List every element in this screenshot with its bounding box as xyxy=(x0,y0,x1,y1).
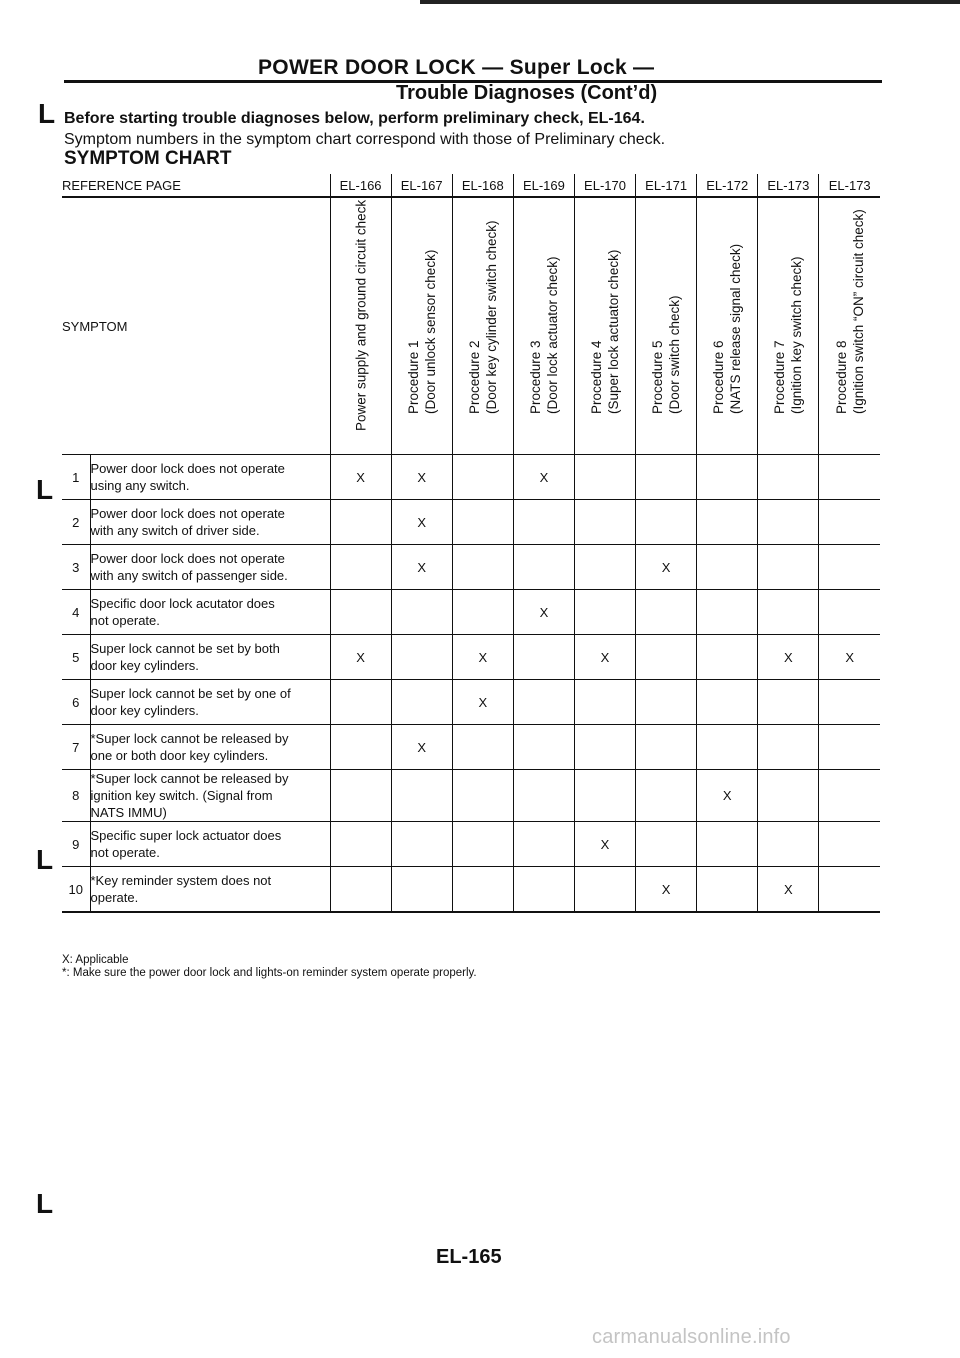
applicability-cell xyxy=(758,500,819,545)
applicability-cell: X xyxy=(330,635,391,680)
symptom-number: 5 xyxy=(62,635,90,680)
applicability-cell xyxy=(391,680,452,725)
applicability-cell: X xyxy=(636,867,697,913)
applicability-cell: X xyxy=(758,635,819,680)
applicability-cell xyxy=(697,590,758,635)
symptom-description-line: *Super lock cannot be released by xyxy=(90,771,289,786)
page-subtitle: Trouble Diagnoses (Cont’d) xyxy=(396,82,658,104)
applicability-cell xyxy=(636,770,697,822)
footnote-applicable: X: Applicable xyxy=(62,954,129,966)
page-title: POWER DOOR LOCK — Super Lock — xyxy=(258,56,655,79)
procedure-label-line: Procedure 6 xyxy=(711,340,727,414)
procedure-header-2 xyxy=(391,197,452,455)
applicability-cell xyxy=(636,680,697,725)
applicability-cell xyxy=(819,680,880,725)
applicability-cell xyxy=(452,545,513,590)
applicability-cell: X xyxy=(452,635,513,680)
symptom-description-line: Specific super lock actuator does xyxy=(90,828,282,843)
applicability-cell xyxy=(697,867,758,913)
symptom-description-line: using any switch. xyxy=(90,478,190,493)
applicability-cell: X xyxy=(819,635,880,680)
applicability-cell xyxy=(574,590,635,635)
applicability-cell: X xyxy=(758,867,819,913)
applicability-cell: X xyxy=(574,822,635,867)
symptom-number: 2 xyxy=(62,500,90,545)
applicability-cell: X xyxy=(574,635,635,680)
procedure-label xyxy=(771,256,805,414)
procedure-header-7 xyxy=(697,197,758,455)
applicability-cell: X xyxy=(452,680,513,725)
applicability-cell xyxy=(452,867,513,913)
applicability-cell: X xyxy=(697,770,758,822)
applicability-cell: X xyxy=(391,545,452,590)
applicability-cell xyxy=(697,680,758,725)
procedure-label xyxy=(352,200,369,431)
symptom-description-line: *Key reminder system does not xyxy=(90,873,272,888)
reference-page-label: REFERENCE PAGE xyxy=(62,174,330,197)
applicability-cell xyxy=(697,500,758,545)
applicability-cell xyxy=(513,500,574,545)
revision-mark: L xyxy=(36,474,54,505)
procedure-label-line: (Ignition key switch check) xyxy=(789,256,805,414)
symptom-description-line: Super lock cannot be set by one of xyxy=(90,686,291,701)
applicability-cell xyxy=(819,770,880,822)
intro-instruction: Before starting trouble diagnoses below, perform preliminary check, EL-164. xyxy=(64,110,645,127)
symptom-description xyxy=(90,770,330,822)
symptom-number: 3 xyxy=(62,545,90,590)
procedure-label-line: Procedure 3 xyxy=(527,340,543,414)
applicability-cell xyxy=(330,822,391,867)
applicability-cell xyxy=(330,770,391,822)
reference-page-1: EL-166 xyxy=(330,174,391,197)
symptom-description-line: Power door lock does not operate xyxy=(90,506,285,521)
table-row xyxy=(62,680,880,725)
applicability-cell xyxy=(452,590,513,635)
applicability-cell xyxy=(636,635,697,680)
procedure-label xyxy=(649,295,683,414)
procedure-header-8 xyxy=(758,197,819,455)
symptom-description xyxy=(90,545,330,590)
applicability-cell xyxy=(330,867,391,913)
applicability-cell xyxy=(574,500,635,545)
symptom-description xyxy=(90,455,330,500)
reference-page-4: EL-169 xyxy=(513,174,574,197)
reference-page-2: EL-167 xyxy=(391,174,452,197)
applicability-cell xyxy=(513,635,574,680)
applicability-cell xyxy=(391,590,452,635)
applicability-cell xyxy=(330,680,391,725)
applicability-cell xyxy=(758,680,819,725)
symptom-description-line: not operate. xyxy=(90,845,160,860)
watermark: carmanualsonline.info xyxy=(592,1326,791,1348)
applicability-cell xyxy=(330,590,391,635)
applicability-cell xyxy=(819,500,880,545)
applicability-cell xyxy=(574,455,635,500)
top-edge-bar xyxy=(420,0,960,4)
table-row xyxy=(62,770,880,822)
table-row xyxy=(62,500,880,545)
procedure-label xyxy=(466,220,500,414)
applicability-cell xyxy=(513,725,574,770)
applicability-cell xyxy=(391,822,452,867)
applicability-cell: X xyxy=(636,545,697,590)
symptom-description-line: *Super lock cannot be released by xyxy=(90,731,289,746)
applicability-cell xyxy=(819,822,880,867)
procedure-label xyxy=(588,250,622,414)
reference-page-3: EL-168 xyxy=(452,174,513,197)
applicability-cell xyxy=(391,770,452,822)
symptom-number: 10 xyxy=(62,867,90,913)
procedure-header-3 xyxy=(452,197,513,455)
table-row xyxy=(62,590,880,635)
symptom-description-line: NATS IMMU) xyxy=(90,805,167,820)
symptom-description-line: Super lock cannot be set by both xyxy=(90,641,280,656)
symptom-description xyxy=(90,680,330,725)
applicability-cell: X xyxy=(391,455,452,500)
applicability-cell xyxy=(819,725,880,770)
symptom-description xyxy=(90,822,330,867)
applicability-cell xyxy=(697,545,758,590)
symptom-description xyxy=(90,500,330,545)
symptom-description-line: Power door lock does not operate xyxy=(90,461,285,476)
procedure-label-line: (Super lock actuator check) xyxy=(606,249,621,414)
applicability-cell: X xyxy=(391,500,452,545)
applicability-cell xyxy=(819,867,880,913)
table-row xyxy=(62,822,880,867)
procedure-label xyxy=(405,250,439,414)
procedure-header-5 xyxy=(574,197,635,455)
applicability-cell xyxy=(452,725,513,770)
procedure-label-line: Procedure 8 xyxy=(833,340,849,414)
symptom-description xyxy=(90,635,330,680)
reference-page-9: EL-173 xyxy=(819,174,880,197)
symptom-description-line: ignition key switch. (Signal from xyxy=(90,788,273,803)
procedure-label xyxy=(833,209,867,414)
applicability-cell: X xyxy=(513,590,574,635)
applicability-cell xyxy=(758,545,819,590)
reference-page-7: EL-172 xyxy=(697,174,758,197)
procedure-label-line: Procedure 5 xyxy=(650,340,666,414)
applicability-cell: X xyxy=(330,455,391,500)
procedure-header-4 xyxy=(513,197,574,455)
applicability-cell xyxy=(513,545,574,590)
applicability-cell xyxy=(636,455,697,500)
symptom-description xyxy=(90,725,330,770)
applicability-cell xyxy=(391,635,452,680)
applicability-cell xyxy=(574,680,635,725)
applicability-cell xyxy=(452,770,513,822)
applicability-cell: X xyxy=(513,455,574,500)
applicability-cell xyxy=(574,725,635,770)
procedure-label-line: Power supply and ground circuit check xyxy=(353,199,369,431)
symptom-number: 7 xyxy=(62,725,90,770)
table-row xyxy=(62,635,880,680)
procedure-header-1 xyxy=(330,197,391,455)
procedure-header-9 xyxy=(819,197,880,455)
applicability-cell xyxy=(391,867,452,913)
applicability-cell xyxy=(452,455,513,500)
symptom-description-line: Specific door lock acutator does xyxy=(90,596,275,611)
symptom-description-line: with any switch of driver side. xyxy=(90,523,260,538)
revision-mark: L xyxy=(38,98,56,129)
procedure-label-line: (Ignition switch “ON” circuit check) xyxy=(850,209,866,414)
applicability-cell xyxy=(819,455,880,500)
applicability-cell xyxy=(513,770,574,822)
procedure-header-row xyxy=(62,197,880,455)
symptom-number: 4 xyxy=(62,590,90,635)
procedure-label-line: (Door key cylinder switch check) xyxy=(483,220,499,414)
applicability-cell xyxy=(819,590,880,635)
applicability-cell xyxy=(452,822,513,867)
applicability-cell xyxy=(636,822,697,867)
symptom-chart xyxy=(62,174,880,913)
symptom-description-line: Power door lock does not operate xyxy=(90,551,285,566)
applicability-cell xyxy=(574,545,635,590)
table-row xyxy=(62,455,880,500)
symptom-number: 6 xyxy=(62,680,90,725)
applicability-cell xyxy=(513,867,574,913)
applicability-cell xyxy=(636,725,697,770)
symptom-description xyxy=(90,867,330,913)
symptom-number: 1 xyxy=(62,455,90,500)
applicability-cell xyxy=(330,500,391,545)
procedure-label-line: Procedure 4 xyxy=(589,340,604,414)
reference-page-5: EL-170 xyxy=(574,174,635,197)
reference-page-8: EL-173 xyxy=(758,174,819,197)
procedure-label-line: Procedure 7 xyxy=(772,340,788,414)
applicability-cell: X xyxy=(391,725,452,770)
applicability-cell xyxy=(574,770,635,822)
applicability-cell xyxy=(513,680,574,725)
symptom-description-line: one or both door key cylinders. xyxy=(90,748,269,763)
symptom-description-line: operate. xyxy=(90,890,139,905)
applicability-cell xyxy=(636,500,697,545)
applicability-cell xyxy=(697,635,758,680)
symptom-description-line: not operate. xyxy=(90,613,160,628)
table-row xyxy=(62,867,880,913)
page-number: EL-165 xyxy=(436,1246,502,1268)
applicability-cell xyxy=(819,545,880,590)
procedure-label-line: (Door switch check) xyxy=(667,295,683,414)
applicability-cell xyxy=(758,770,819,822)
applicability-cell xyxy=(697,822,758,867)
symptom-description-line: door key cylinders. xyxy=(90,703,199,718)
procedure-label xyxy=(527,256,561,414)
symptom-number: 8 xyxy=(62,770,90,822)
applicability-cell xyxy=(636,590,697,635)
table-row xyxy=(62,545,880,590)
revision-mark: L xyxy=(36,844,54,875)
procedure-label-line: Procedure 2 xyxy=(466,340,482,414)
applicability-cell xyxy=(330,545,391,590)
applicability-cell xyxy=(574,867,635,913)
procedure-label xyxy=(710,244,744,414)
procedure-label-line: (NATS release signal check) xyxy=(728,243,744,414)
symptom-description xyxy=(90,590,330,635)
footnote-asterisk: *: Make sure the power door lock and lights-on reminder system operate properly. xyxy=(62,967,477,979)
revision-mark: L xyxy=(36,1188,54,1219)
procedure-label-line: (Door unlock sensor check) xyxy=(422,249,438,414)
procedure-label-line: (Door lock actuator check) xyxy=(544,256,560,414)
symptom-description-line: door key cylinders. xyxy=(90,658,199,673)
symptom-description-line: with any switch of passenger side. xyxy=(90,568,288,583)
applicability-cell xyxy=(758,590,819,635)
applicability-cell xyxy=(758,725,819,770)
applicability-cell xyxy=(697,455,758,500)
applicability-cell xyxy=(697,725,758,770)
section-heading: SYMPTOM CHART xyxy=(64,148,232,169)
applicability-cell xyxy=(330,725,391,770)
applicability-cell xyxy=(452,500,513,545)
table-row xyxy=(62,725,880,770)
symptom-number: 9 xyxy=(62,822,90,867)
procedure-label-line: Procedure 1 xyxy=(405,340,421,414)
intro-note: Symptom numbers in the symptom chart correspond with those of Preliminary check. xyxy=(64,131,666,148)
applicability-cell xyxy=(758,822,819,867)
symptom-label: SYMPTOM xyxy=(62,197,330,455)
applicability-cell xyxy=(758,455,819,500)
procedure-header-6 xyxy=(636,197,697,455)
reference-page-6: EL-171 xyxy=(636,174,697,197)
reference-page-row xyxy=(62,174,880,197)
applicability-cell xyxy=(513,822,574,867)
